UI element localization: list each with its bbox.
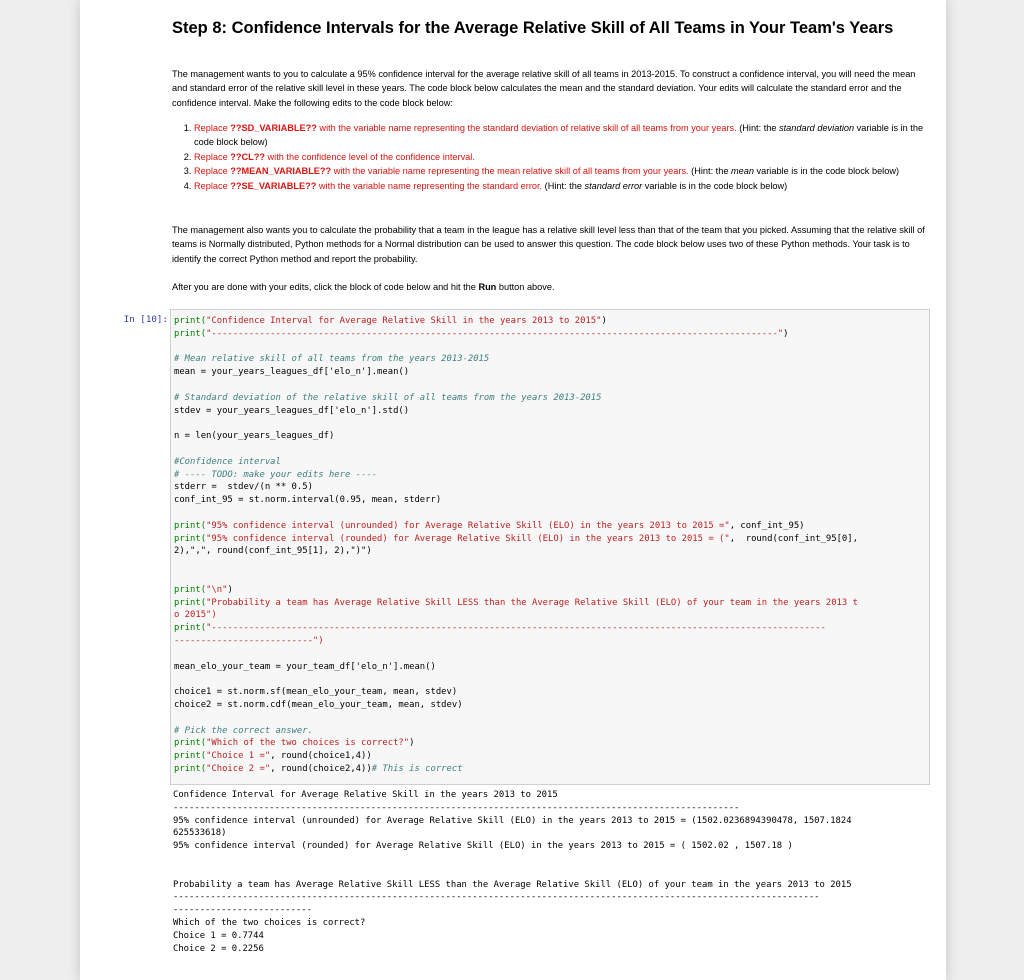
edit-step-3: 3. Replace ??MEAN_VARIABLE?? with the variable name representing the mean relative skill of all teams from your years. (Hint: the mean variable is in the code block below) [194, 164, 934, 178]
code-cell[interactable] [170, 309, 930, 785]
edit-step-2: 2. Replace ??CL?? with the confidence level of the confidence interval. [194, 150, 934, 164]
output-line: -------------------------- [173, 905, 312, 916]
cell-output [173, 789, 852, 955]
output-line: Probability a team has Average Relative Skill LESS than the Average Relative Skill (ELO) of your team in the years 2013 to 2015 [173, 879, 852, 890]
intro-paragraph [172, 67, 927, 110]
step-heading: Step 8: Confidence Intervals for the Average Relative Skill of All Teams in Your Team's Years [172, 19, 894, 37]
cell-prompt: In [10]: [123, 314, 168, 325]
run-button-label: Run [478, 282, 497, 292]
edit-step-1: 1. Replace ??SD_VARIABLE?? with the variable name representing the standard deviation of relative skill of all teams from your years. (Hint: the standard deviation variable is in the code block below) [194, 121, 934, 150]
output-line: ---------------------------------------------------------------------------------------------------------- [173, 802, 740, 813]
output-line: 625533618) [173, 828, 227, 839]
output-line: 95% confidence interval (rounded) for Average Relative Skill (ELO) in the years 2013 to 2015 = ( 1502.02 , 1507.18 ) [173, 841, 793, 852]
output-line: Choice 2 = 0.2256 [173, 943, 264, 954]
edit-steps-list [172, 121, 934, 193]
code-editor[interactable]: print("Confidence Interval for Average Relative Skill in the years 2013 to 2015") print("----------------------------------------------------------------------------------------------------------") # Mean relative skill of all teams from the years 2013-2015 mean = your_years_leagues_df['elo_n'].mean() # Standard deviation of the relative skill of all teams from the years 2013-2015 stdev = your_years_leagues_df['elo_n'].std() n = len(your_years_leagues_df) #Confidence interval # ---- TODO: make your edits here ---- stderr = stdev/(n ** 0.5) conf_int_95 = st.norm.interval(0.95, mean, stderr) print("95% confidence interval (unrounded) for Average Relative Skill (ELO) in the years 2013 to 2015 =", conf_int_95) print("95% confidence interval (rounded) for Average Relative Skill (ELO) in the years 2013 to 2015 = (", round(conf_int_95[0], 2),",", round(conf_int_95[1], 2),")") print("\n") print("Probability a team has Average Relative Skill LESS than the Average Relative Skill (ELO) of your team in the years 2013 t o 2015") print("------------------------------------------------------------------------------------------------------------------- --------------------------") mean_elo_your_team = your_team_df['elo_n'].mean() choice1 = st.norm.sf(mean_elo_your_team, mean, stdev) choice2 = st.norm.cdf(mean_elo_your_team, mean, stdev) # Pick the correct answer. print("Which of the two choices is correct?") print("Choice 1 =", round(choice1,4)) print("Choice 2 =", round(choice2,4))# This is correct [174, 316, 858, 774]
probability-paragraph: The management also wants you to calculate the probability that a team in the league has a relative skill level less than that of the team that you picked. Assuming that the relative skill of teams is Normally distributed, Python methods for a Normal distribution can be used to answer this question. The code block below uses two of these Python methods. Your task is to identify the correct Python method and report the probability. [172, 225, 925, 264]
run-instructions: After you are done with your edits, click the block of code below and hit the Run button above. [172, 282, 555, 292]
output-line: Choice 1 = 0.7744 [173, 930, 264, 941]
edit-step-4: 4. Replace ??SE_VARIABLE?? with the variable name representing the standard error. (Hint: the standard error variable is in the code block below) [194, 179, 934, 193]
output-line: ------------------------------------------------------------------------------------------------------------------------- [173, 892, 820, 903]
output-line: Which of the two choices is correct? [173, 917, 366, 928]
output-line: 95% confidence interval (unrounded) for Average Relative Skill (ELO) in the years 2013 to 2015 = (1502.0236894390478, 1507.1824 [173, 815, 852, 826]
output-line: Confidence Interval for Average Relative Skill in the years 2013 to 2015 [173, 790, 558, 800]
intro-text: The management wants to you to calculate a 95% confidence interval for the average relative skill of all teams in 2013-2015. To construct a confidence interval, you will need the mean and standard error of the relative skill level in these years. The code block below calculates the mean and the standard deviation. Your edits will calculate the standard error and the confidence interval. Make the following edits to the code block below: [172, 69, 916, 108]
